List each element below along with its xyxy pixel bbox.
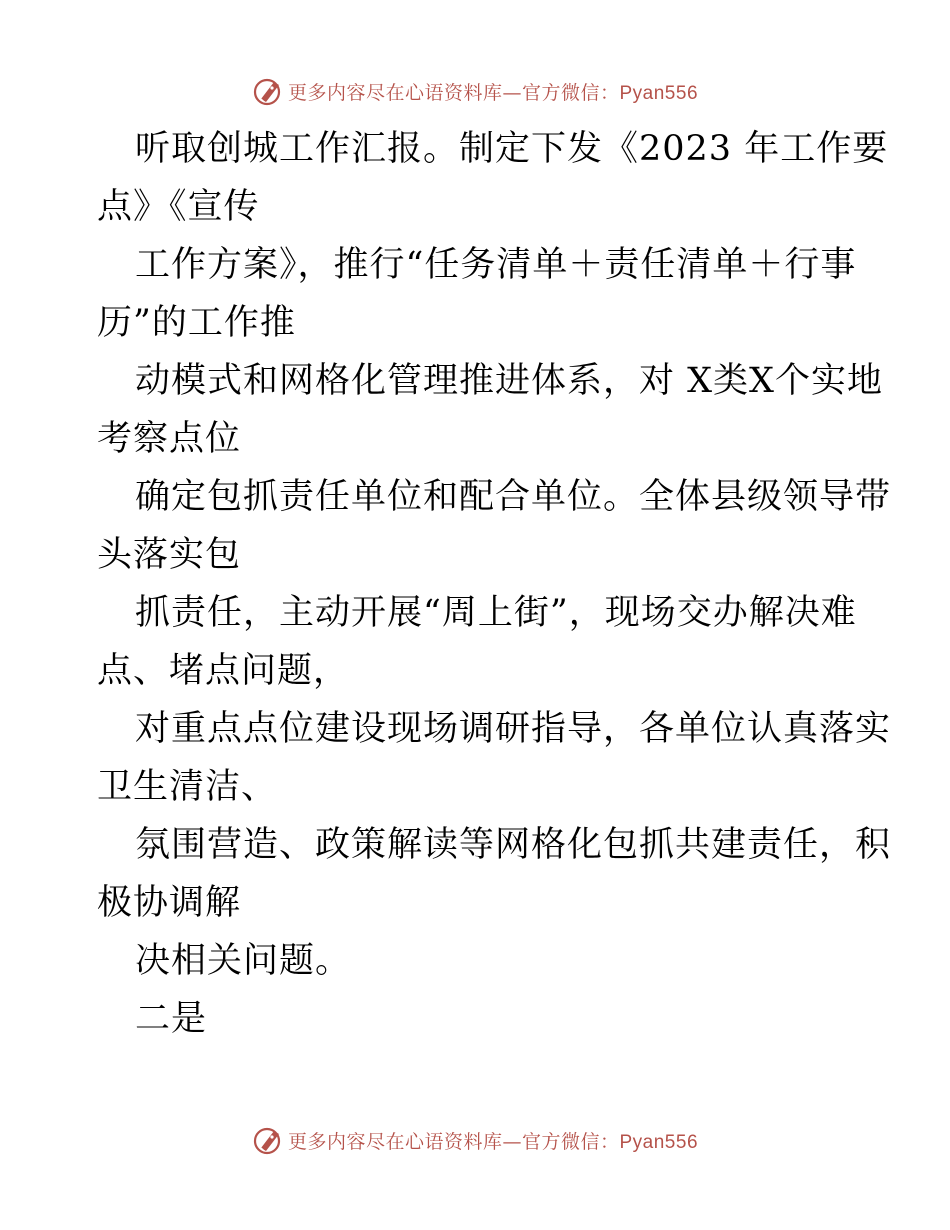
body-line: 氛围营造、政策解读等网格化包抓共建责任，积 <box>135 825 892 865</box>
document-body <box>97 120 892 1048</box>
body-line: 考察点位 <box>97 419 242 459</box>
banner-account: Pyan556 <box>619 1131 699 1153</box>
body-line: 动模式和网格化管理推进体系，对 X类X个实地 <box>135 361 883 401</box>
footer-banner <box>0 1120 950 1160</box>
pen-nib-logo-icon <box>252 1124 284 1156</box>
body-line: 决相关问题。 <box>135 941 352 981</box>
body-line: 头落实包 <box>97 535 242 575</box>
pen-nib-logo-icon <box>252 75 284 107</box>
body-line: 二是 <box>135 999 208 1039</box>
banner-account: Pyan556 <box>619 82 699 104</box>
header-banner <box>0 71 950 111</box>
body-line: 卫生清洁、 <box>97 767 278 807</box>
banner-text: 更多内容尽在心语资料库—官方微信：Pyan556 <box>287 81 699 104</box>
body-line: 对重点点位建设现场调研指导，各单位认真落实 <box>135 709 892 749</box>
banner-text: 更多内容尽在心语资料库—官方微信：Pyan556 <box>287 1130 699 1153</box>
body-line: 确定包抓责任单位和配合单位。全体县级领导带 <box>135 477 892 517</box>
body-line: 工作方案》，推行“任务清单＋责任清单＋行事 <box>135 245 857 285</box>
body-line: 极协调解 <box>97 883 242 923</box>
body-line: 点》《宣传 <box>97 187 260 227</box>
body-line: 听取创城工作汇报。制定下发《2023 年工作要 <box>135 129 889 169</box>
body-line: 点、堵点问题， <box>97 651 350 691</box>
body-line: 历”的工作推 <box>97 303 296 343</box>
body-line: 抓责任，主动开展“周上街”，现场交办解决难 <box>135 593 857 633</box>
